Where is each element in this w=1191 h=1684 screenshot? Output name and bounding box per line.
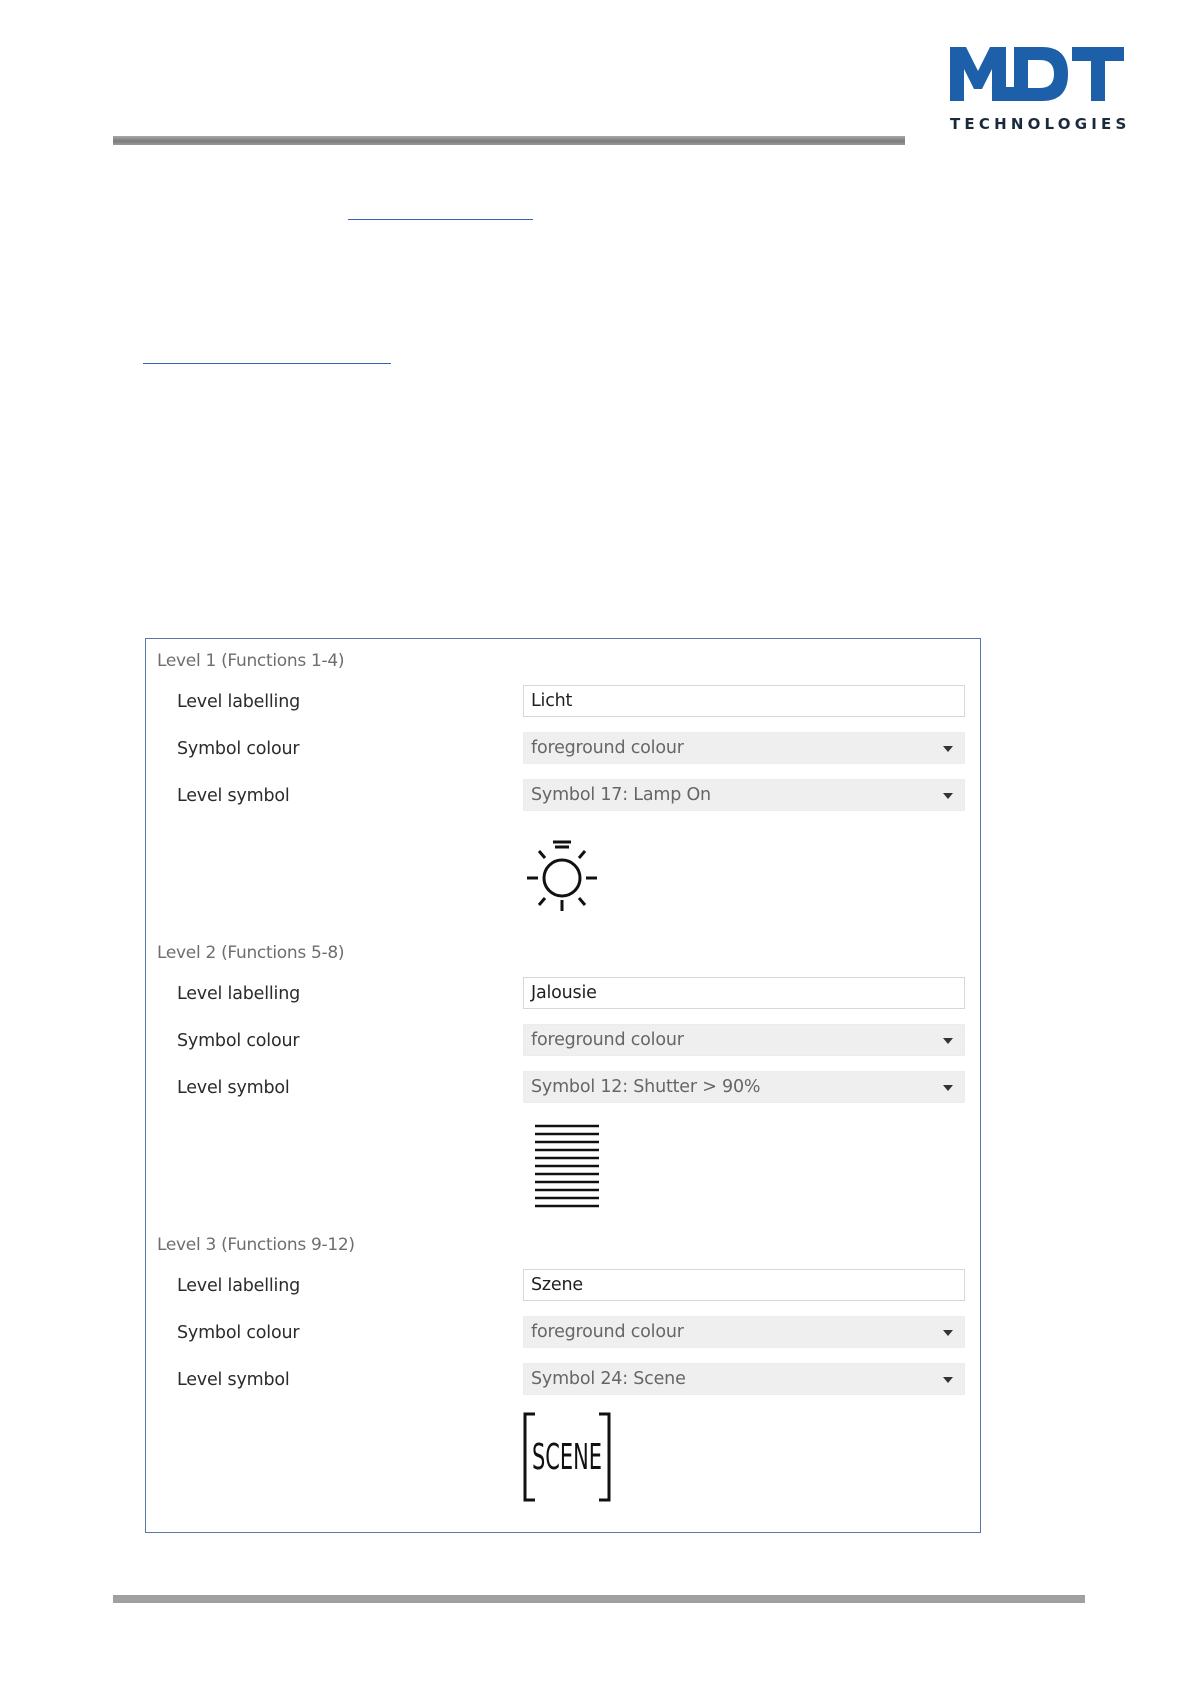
link-underline xyxy=(348,219,533,220)
level-labelling-label: Level labelling xyxy=(177,692,301,712)
symbol-colour-label: Symbol colour xyxy=(177,1323,300,1343)
level-labelling-label: Level labelling xyxy=(177,984,301,1004)
symbol-colour-select[interactable] xyxy=(523,1024,965,1056)
level-2-group xyxy=(146,931,980,1221)
lamp-on-icon xyxy=(523,836,601,919)
chevron-down-icon xyxy=(943,1377,953,1383)
symbol-colour-value: foreground colour xyxy=(531,738,684,758)
chevron-down-icon xyxy=(943,1330,953,1336)
link-underline xyxy=(143,363,391,364)
symbol-colour-select[interactable] xyxy=(523,732,965,764)
level-symbol-select[interactable] xyxy=(523,1363,965,1395)
footer-rule xyxy=(113,1595,1085,1603)
symbol-colour-label: Symbol colour xyxy=(177,1031,300,1051)
symbol-colour-label: Symbol colour xyxy=(177,739,300,759)
logo-subtitle: TECHNOLOGIES xyxy=(950,115,1131,133)
level-symbol-select[interactable] xyxy=(523,1071,965,1103)
chevron-down-icon xyxy=(943,1038,953,1044)
symbol-colour-value: foreground colour xyxy=(531,1030,684,1050)
level-labelling-label: Level labelling xyxy=(177,1276,301,1296)
level-title: Level 1 (Functions 1-4) xyxy=(157,651,345,671)
level-symbol-value: Symbol 12: Shutter > 90% xyxy=(531,1077,761,1097)
scene-icon xyxy=(523,1412,613,1509)
symbol-colour-select[interactable] xyxy=(523,1316,965,1348)
level-labelling-input[interactable]: Jalousie xyxy=(523,977,965,1009)
level-symbol-label: Level symbol xyxy=(177,1078,290,1098)
level-3-group xyxy=(146,1223,980,1513)
level-symbol-label: Level symbol xyxy=(177,1370,290,1390)
level-title: Level 3 (Functions 9-12) xyxy=(157,1235,355,1255)
header-rule xyxy=(113,136,905,145)
level-labelling-input[interactable]: Licht xyxy=(523,685,965,717)
chevron-down-icon xyxy=(943,1085,953,1091)
shutter-icon xyxy=(523,1120,601,1221)
level-1-group xyxy=(146,639,980,929)
level-symbol-label: Level symbol xyxy=(177,786,290,806)
level-symbol-value: Symbol 24: Scene xyxy=(531,1369,686,1389)
level-symbol-value: Symbol 17: Lamp On xyxy=(531,785,711,805)
scene-icon-text: SCENE xyxy=(532,1437,602,1478)
chevron-down-icon xyxy=(943,793,953,799)
parameter-panel xyxy=(145,638,981,1533)
chevron-down-icon xyxy=(943,746,953,752)
level-labelling-input[interactable]: Szene xyxy=(523,1269,965,1301)
level-symbol-select[interactable] xyxy=(523,779,965,811)
symbol-colour-value: foreground colour xyxy=(531,1322,684,1342)
level-title: Level 2 (Functions 5-8) xyxy=(157,943,345,963)
